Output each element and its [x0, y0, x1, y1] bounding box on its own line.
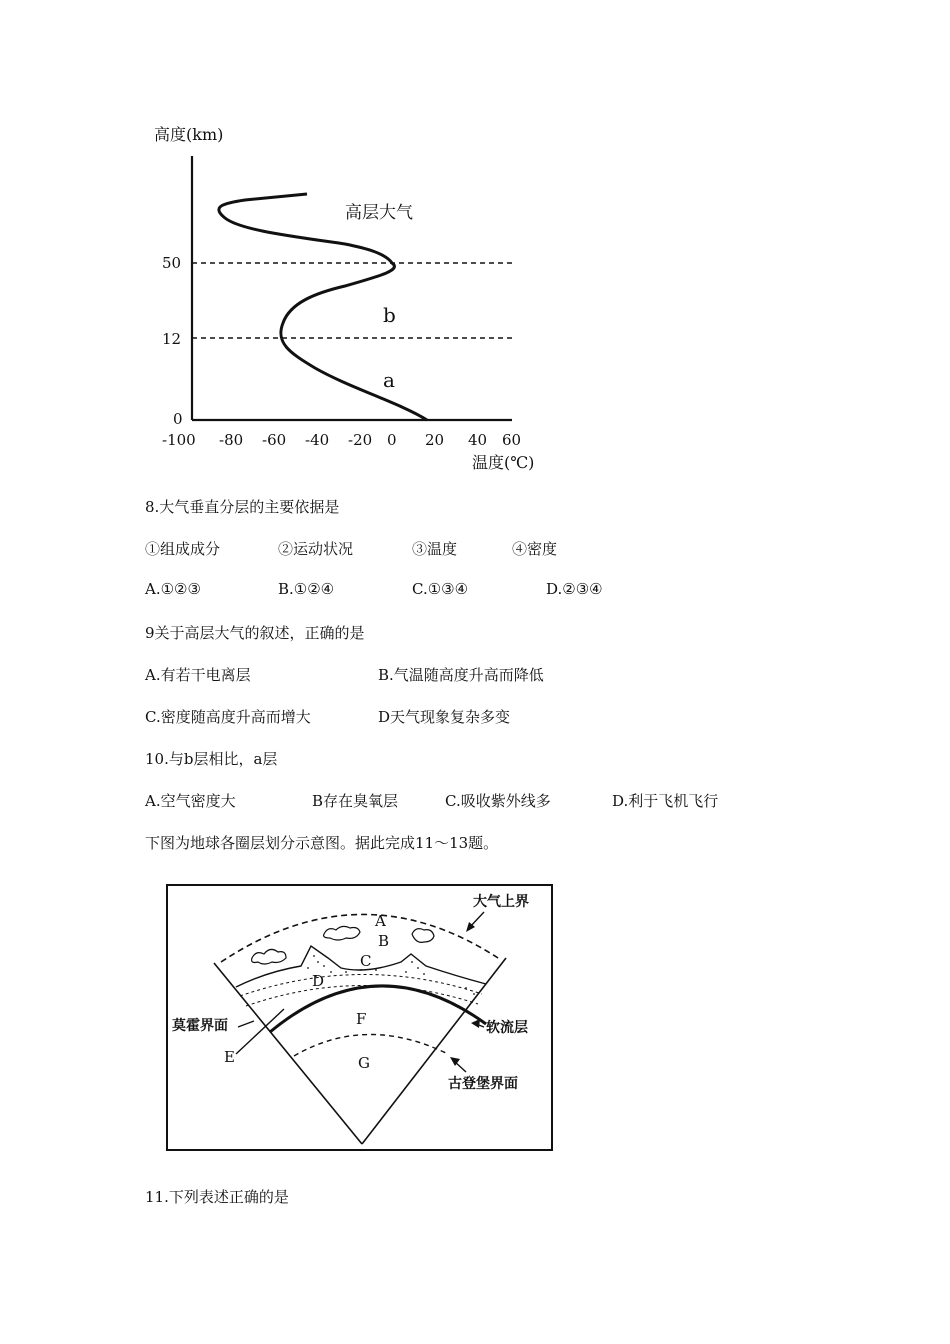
q8-option-a: A.①②③ [145, 580, 201, 598]
label-asthenosphere: 软流层 [486, 1020, 528, 1036]
label-atmosphere-top: 大气上界 [473, 894, 529, 910]
label-B: B [378, 932, 390, 950]
x-tick-neg20: -20 [348, 431, 373, 449]
q9-option-c: C.密度随高度升高而增大 [145, 708, 311, 726]
q11-stem: 11.下列表述正确的是 [145, 1188, 289, 1206]
x-axis-title: 温度(℃) [472, 453, 535, 472]
q8-option-c: C.①③④ [412, 580, 469, 598]
label-a: a [383, 368, 395, 392]
label-moho: 莫霍界面 [172, 1018, 228, 1034]
x-tick-60: 60 [502, 431, 522, 449]
q10-option-d: D.利于飞机飞行 [612, 792, 719, 810]
label-F: F [356, 1010, 367, 1028]
label-A: A [375, 912, 386, 930]
cloud-middle [324, 926, 360, 940]
label-gutenberg: 古登堡界面 [448, 1076, 518, 1092]
x-tick-20: 20 [425, 431, 445, 449]
q9-option-a: A.有若干电离层 [145, 666, 251, 684]
x-tick-neg80: -80 [219, 431, 244, 449]
x-tick-neg60: -60 [262, 431, 287, 449]
atmosphere-temperature-chart [140, 118, 560, 478]
earth-layers-diagram [166, 884, 554, 1152]
intro-text: 下图为地球各圈层划分示意图。据此完成11～13题。 [145, 834, 499, 852]
q10-stem: 10.与b层相比，a层 [145, 750, 278, 768]
q10-option-a: A.空气密度大 [145, 792, 236, 810]
y-tick-12: 12 [162, 330, 182, 348]
arrowhead-asthenosphere [471, 1019, 480, 1028]
y-tick-50: 50 [162, 254, 182, 272]
q10-option-b: B存在臭氧层 [312, 792, 399, 810]
arrow-moho [238, 1021, 254, 1027]
q9-option-d: D天气现象复杂多变 [378, 708, 511, 726]
q8-item-4: ④密度 [512, 540, 558, 558]
q9-stem: 9关于高层大气的叙述，正确的是 [145, 624, 365, 642]
q8-item-1: ①组成成分 [145, 540, 221, 558]
q8-item-2: ②运动状况 [278, 540, 354, 558]
label-E: E [224, 1048, 235, 1066]
label-G: G [358, 1054, 370, 1072]
q10-option-c: C.吸收紫外线多 [445, 792, 551, 810]
crust-dashes-1 [240, 974, 482, 996]
label-D: D [312, 972, 325, 990]
x-tick-neg40: -40 [305, 431, 330, 449]
y-axis-title: 高度(km) [154, 125, 224, 144]
line-e [236, 1009, 284, 1054]
q9-option-b: B.气温随高度升高而降低 [378, 666, 544, 684]
cloud-left [252, 949, 286, 964]
cloud-right [412, 929, 434, 943]
x-tick-0: 0 [387, 431, 397, 449]
x-tick-neg100: -100 [162, 431, 196, 449]
y-tick-0: 0 [173, 410, 183, 428]
label-upper-atmosphere: 高层大气 [345, 203, 413, 223]
label-C: C [360, 952, 372, 970]
q8-option-b: B.①②④ [278, 580, 335, 598]
q8-option-d: D.②③④ [546, 580, 603, 598]
q8-stem: 8.大气垂直分层的主要依据是 [145, 498, 340, 516]
label-b: b [383, 303, 396, 327]
gutenberg-arc [294, 1034, 448, 1056]
q8-item-3: ③温度 [412, 540, 458, 558]
x-tick-40: 40 [468, 431, 488, 449]
